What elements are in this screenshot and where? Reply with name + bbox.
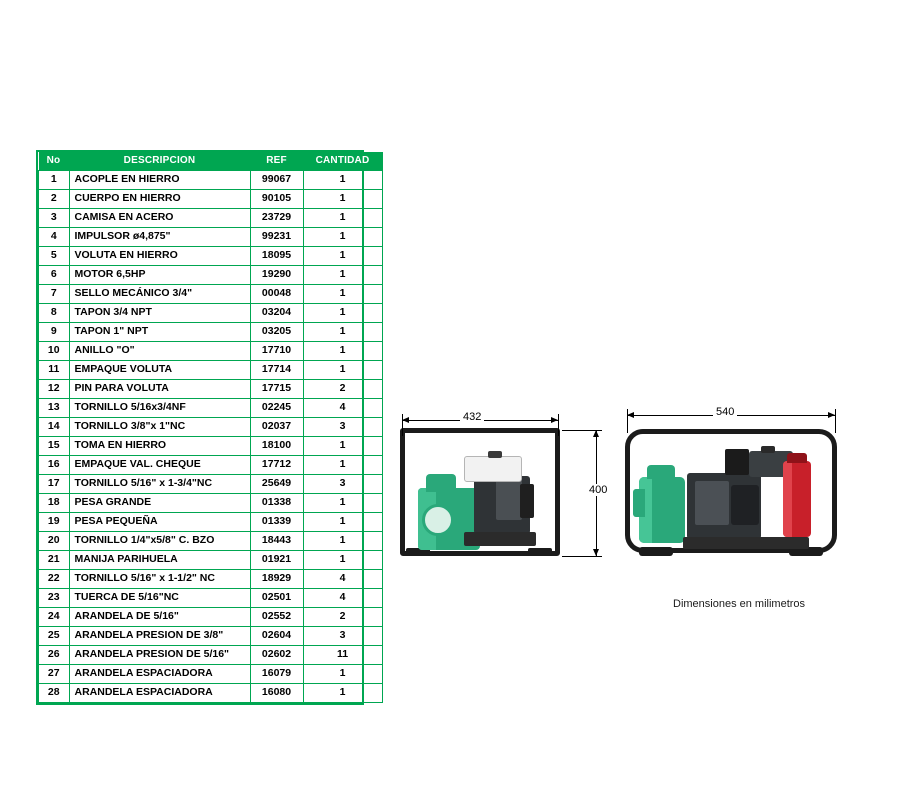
- cell-descripcion: EMPAQUE VOLUTA: [69, 361, 250, 380]
- side-width-ext-left: [627, 409, 628, 433]
- cell-cantidad: 1: [303, 247, 382, 266]
- front-height-arrow-down: [593, 549, 599, 556]
- table-row: [39, 209, 383, 228]
- engine-base-plate-side: [683, 537, 809, 549]
- muffler-side-red-highlight: [783, 461, 792, 537]
- cell-cantidad: 1: [303, 551, 382, 570]
- front-width-dim-label: 432: [460, 411, 484, 423]
- table-row: [39, 456, 383, 475]
- cell-cantidad: 1: [303, 361, 382, 380]
- cell-descripcion: TORNILLO 5/16" x 1-1/2" NC: [69, 570, 250, 589]
- cell-no: 10: [39, 342, 70, 361]
- cell-cantidad: 1: [303, 532, 382, 551]
- front-height-ext-top: [562, 430, 602, 431]
- cell-ref: 17710: [250, 342, 303, 361]
- table-row: [39, 361, 383, 380]
- cell-cantidad: 3: [303, 627, 382, 646]
- column-header-ref: REF: [250, 152, 303, 171]
- table-header-row: [39, 152, 383, 171]
- table-row: [39, 437, 383, 456]
- cell-cantidad: 1: [303, 266, 382, 285]
- cell-ref: 90105: [250, 190, 303, 209]
- table-row: [39, 646, 383, 665]
- engine-cover-panel: [496, 480, 522, 520]
- table-row: [39, 494, 383, 513]
- cell-cantidad: 1: [303, 513, 382, 532]
- cell-cantidad: 1: [303, 171, 382, 190]
- table-row: [39, 608, 383, 627]
- cell-cantidad: 4: [303, 570, 382, 589]
- table-row: [39, 684, 383, 703]
- fuel-cap: [488, 451, 502, 458]
- pump-inlet-side: [633, 489, 645, 517]
- table-row: [39, 627, 383, 646]
- front-width-arrow-right: [551, 417, 558, 423]
- front-height-dim-label: 400: [586, 484, 610, 496]
- cell-descripcion: TAPON 1" NPT: [69, 323, 250, 342]
- cell-no: 21: [39, 551, 70, 570]
- cell-cantidad: 1: [303, 342, 382, 361]
- cell-cantidad: 3: [303, 475, 382, 494]
- cell-descripcion: ARANDELA PRESION DE 3/8": [69, 627, 250, 646]
- table-row: [39, 323, 383, 342]
- cell-descripcion: TOMA EN HIERRO: [69, 437, 250, 456]
- cell-cantidad: 4: [303, 399, 382, 418]
- cell-descripcion: TORNILLO 5/16x3/4NF: [69, 399, 250, 418]
- cell-ref: 18443: [250, 532, 303, 551]
- cell-no: 15: [39, 437, 70, 456]
- cell-descripcion: ACOPLE EN HIERRO: [69, 171, 250, 190]
- cell-descripcion: TORNILLO 5/16" x 1-3/4"NC: [69, 475, 250, 494]
- parts-table-container: [36, 150, 370, 705]
- parts-table-header: [39, 152, 383, 171]
- fuel-tank-front: [464, 456, 522, 482]
- cell-no: 27: [39, 665, 70, 684]
- cell-cantidad: 11: [303, 646, 382, 665]
- table-row: [39, 418, 383, 437]
- cell-descripcion: VOLUTA EN HIERRO: [69, 247, 250, 266]
- pump-top-cap: [647, 465, 675, 479]
- cell-cantidad: 1: [303, 684, 382, 703]
- front-width-arrow-left: [402, 417, 409, 423]
- cell-ref: 02552: [250, 608, 303, 627]
- cell-ref: 01921: [250, 551, 303, 570]
- cell-cantidad: 2: [303, 380, 382, 399]
- cell-ref: 19290: [250, 266, 303, 285]
- side-width-ext-right: [835, 409, 836, 433]
- cell-ref: 02604: [250, 627, 303, 646]
- table-row: [39, 513, 383, 532]
- table-row: [39, 589, 383, 608]
- cell-no: 22: [39, 570, 70, 589]
- cell-ref: 25649: [250, 475, 303, 494]
- cell-ref: 00048: [250, 285, 303, 304]
- frame-foot-side-left: [639, 547, 673, 556]
- cell-no: 19: [39, 513, 70, 532]
- cell-no: 4: [39, 228, 70, 247]
- cell-descripcion: PESA GRANDE: [69, 494, 250, 513]
- cell-ref: 17712: [250, 456, 303, 475]
- cell-ref: 18929: [250, 570, 303, 589]
- cell-ref: 01339: [250, 513, 303, 532]
- cell-no: 5: [39, 247, 70, 266]
- cell-ref: 18100: [250, 437, 303, 456]
- cell-ref: 16079: [250, 665, 303, 684]
- dimensions-caption: Dimensiones en milimetros: [673, 598, 806, 610]
- air-filter-box: [725, 449, 749, 475]
- cell-no: 6: [39, 266, 70, 285]
- table-row: [39, 551, 383, 570]
- cell-ref: 99231: [250, 228, 303, 247]
- table-row: [39, 665, 383, 684]
- cell-no: 2: [39, 190, 70, 209]
- cell-ref: 23729: [250, 209, 303, 228]
- cell-no: 16: [39, 456, 70, 475]
- cell-ref: 02037: [250, 418, 303, 437]
- cell-no: 8: [39, 304, 70, 323]
- cell-descripcion: ANILLO "O": [69, 342, 250, 361]
- cell-descripcion: PIN PARA VOLUTA: [69, 380, 250, 399]
- parts-table-body: [39, 171, 383, 703]
- cell-descripcion: ARANDELA ESPACIADORA: [69, 684, 250, 703]
- cell-no: 25: [39, 627, 70, 646]
- column-header-no: No: [39, 152, 70, 171]
- cell-no: 24: [39, 608, 70, 627]
- cell-descripcion: MOTOR 6,5HP: [69, 266, 250, 285]
- cell-no: 9: [39, 323, 70, 342]
- cell-no: 14: [39, 418, 70, 437]
- cell-cantidad: 1: [303, 285, 382, 304]
- cell-cantidad: 1: [303, 304, 382, 323]
- table-row: [39, 190, 383, 209]
- cell-cantidad: 1: [303, 665, 382, 684]
- front-height-arrow-up: [593, 430, 599, 437]
- side-width-arrow-left: [627, 412, 634, 418]
- cell-cantidad: 1: [303, 228, 382, 247]
- cell-descripcion: CAMISA EN ACERO: [69, 209, 250, 228]
- cell-descripcion: ARANDELA ESPACIADORA: [69, 665, 250, 684]
- cell-descripcion: PESA PEQUEÑA: [69, 513, 250, 532]
- cell-descripcion: ARANDELA PRESION DE 5/16": [69, 646, 250, 665]
- engine-side-panel: [695, 481, 729, 525]
- cell-cantidad: 1: [303, 437, 382, 456]
- table-row: [39, 475, 383, 494]
- cell-no: 18: [39, 494, 70, 513]
- recoil-starter: [731, 485, 759, 525]
- table-row: [39, 171, 383, 190]
- front-height-ext-bottom: [562, 556, 602, 557]
- engine-base-plate: [464, 532, 536, 546]
- cell-cantidad: 1: [303, 190, 382, 209]
- cell-cantidad: 2: [303, 608, 382, 627]
- suction-flange: [422, 504, 454, 536]
- side-width-arrow-right: [828, 412, 835, 418]
- side-width-dim-label: 540: [713, 406, 737, 418]
- cell-descripcion: TAPON 3/4 NPT: [69, 304, 250, 323]
- cell-ref: 03205: [250, 323, 303, 342]
- cell-no: 28: [39, 684, 70, 703]
- parts-table: [38, 152, 383, 703]
- cell-no: 3: [39, 209, 70, 228]
- front-width-ext-right: [558, 414, 559, 436]
- table-row: [39, 285, 383, 304]
- discharge-elbow: [426, 474, 456, 492]
- column-header-cantidad: CANTIDAD: [303, 152, 382, 171]
- cell-ref: 99067: [250, 171, 303, 190]
- cell-cantidad: 1: [303, 494, 382, 513]
- cell-no: 23: [39, 589, 70, 608]
- cell-ref: 03204: [250, 304, 303, 323]
- column-header-descripcion: DESCRIPCION: [69, 152, 250, 171]
- table-row: [39, 380, 383, 399]
- cell-descripcion: ARANDELA DE 5/16": [69, 608, 250, 627]
- cell-no: 7: [39, 285, 70, 304]
- side-view-figure: [625, 406, 840, 565]
- cell-ref: 01338: [250, 494, 303, 513]
- cell-descripcion: TORNILLO 3/8"x 1"NC: [69, 418, 250, 437]
- cell-cantidad: 4: [303, 589, 382, 608]
- cell-descripcion: IMPULSOR ø4,875": [69, 228, 250, 247]
- cell-no: 13: [39, 399, 70, 418]
- table-row: [39, 399, 383, 418]
- table-row: [39, 532, 383, 551]
- table-row: [39, 342, 383, 361]
- cell-cantidad: 1: [303, 323, 382, 342]
- table-row: [39, 228, 383, 247]
- muffler-front: [520, 484, 534, 518]
- table-row: [39, 266, 383, 285]
- front-width-ext-left: [402, 414, 403, 436]
- cell-no: 12: [39, 380, 70, 399]
- cell-ref: 18095: [250, 247, 303, 266]
- cell-ref: 17715: [250, 380, 303, 399]
- cell-no: 1: [39, 171, 70, 190]
- cell-no: 20: [39, 532, 70, 551]
- cell-no: 26: [39, 646, 70, 665]
- cell-cantidad: 1: [303, 456, 382, 475]
- cell-descripcion: TUERCA DE 5/16"NC: [69, 589, 250, 608]
- cell-descripcion: MANIJA PARIHUELA: [69, 551, 250, 570]
- cell-ref: 16080: [250, 684, 303, 703]
- cell-ref: 17714: [250, 361, 303, 380]
- cell-ref: 02245: [250, 399, 303, 418]
- dimension-drawings: [390, 360, 870, 620]
- table-row: [39, 247, 383, 266]
- cell-descripcion: TORNILLO 1/4"x5/8" C. BZO: [69, 532, 250, 551]
- muffler-side-top: [787, 453, 807, 463]
- cell-ref: 02501: [250, 589, 303, 608]
- table-row: [39, 304, 383, 323]
- cell-descripcion: SELLO MECÁNICO 3/4": [69, 285, 250, 304]
- cell-ref: 02602: [250, 646, 303, 665]
- cell-descripcion: EMPAQUE VAL. CHEQUE: [69, 456, 250, 475]
- cell-cantidad: 3: [303, 418, 382, 437]
- front-view-figure: [400, 411, 608, 560]
- cell-cantidad: 1: [303, 209, 382, 228]
- frame-foot-right: [528, 548, 552, 556]
- cell-no: 17: [39, 475, 70, 494]
- cell-no: 11: [39, 361, 70, 380]
- cell-descripcion: CUERPO EN HIERRO: [69, 190, 250, 209]
- table-row: [39, 570, 383, 589]
- fuel-cap-side: [761, 446, 775, 453]
